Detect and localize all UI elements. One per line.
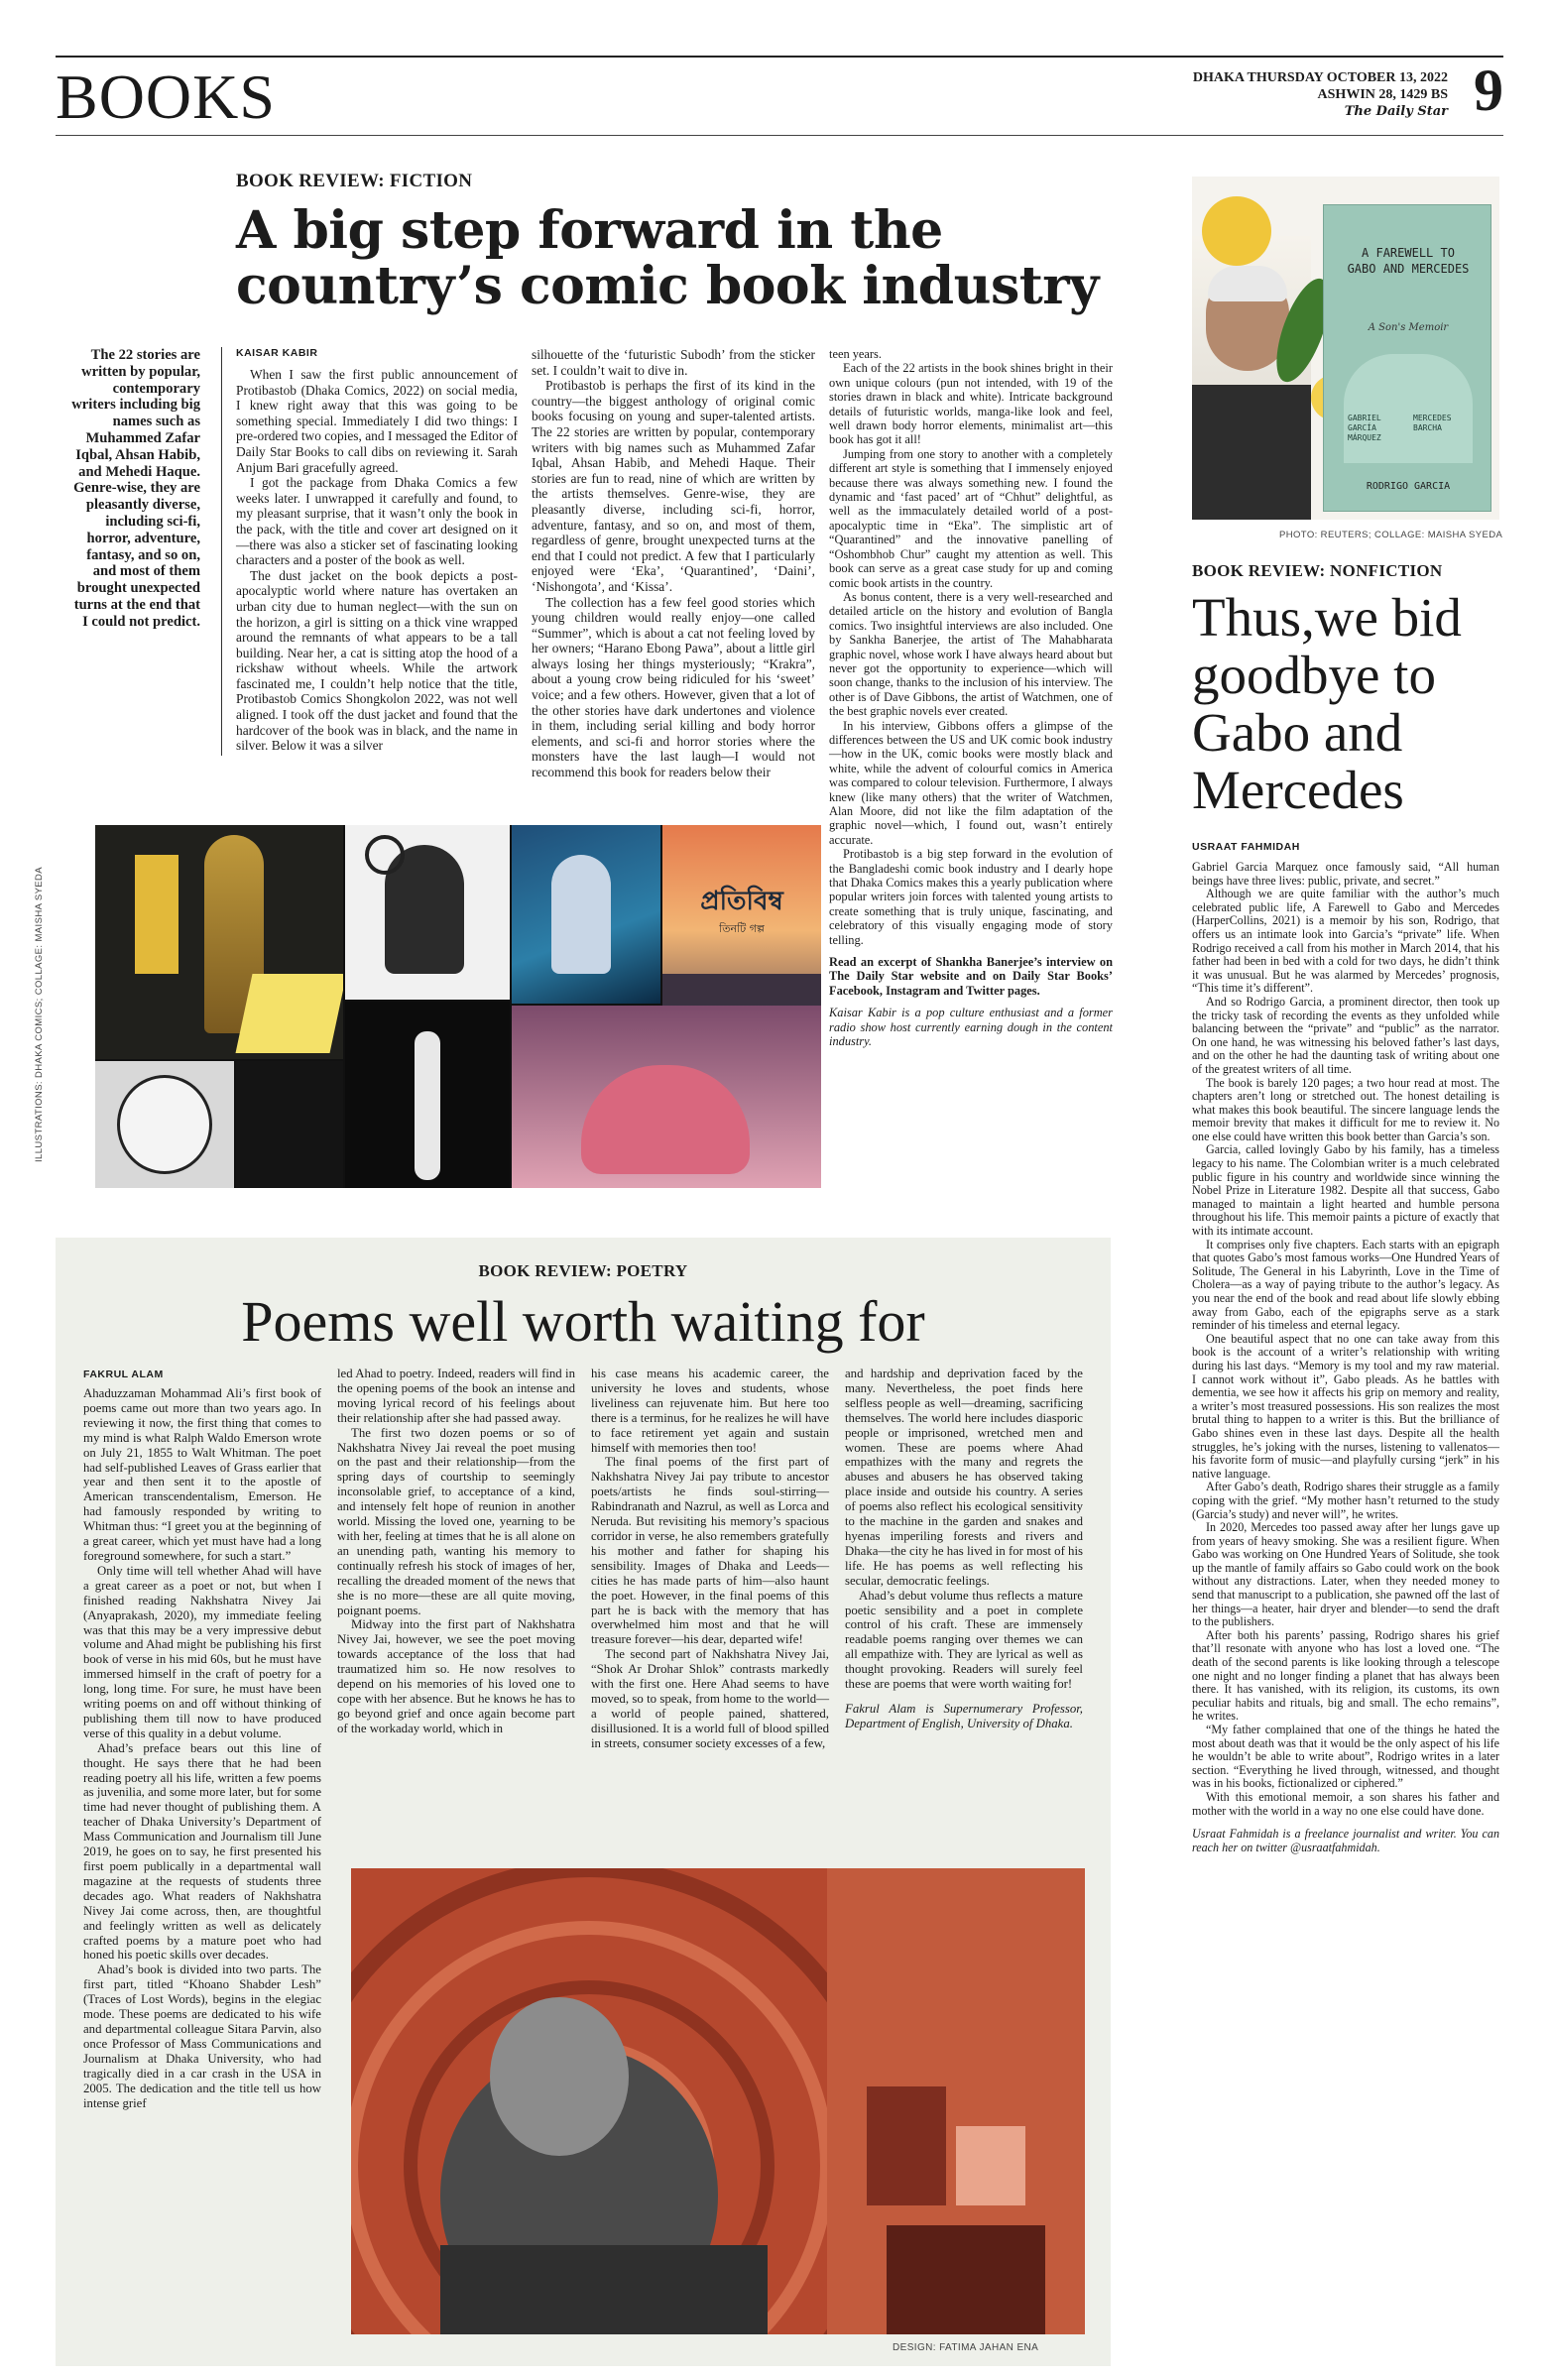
nonfiction-kicker: BOOK REVIEW: NONFICTION: [1192, 561, 1443, 580]
gabo-hair-shape: [1208, 266, 1287, 301]
poetry-column-4: [845, 1367, 1083, 1731]
collage-panel-bw: [345, 825, 510, 1000]
nonfiction-paragraph: “My father complained that one of the things he hated the most about death was that it would be the only aspect of his life he wouldn’t be able to write about”, Rodrigo writes in a later section. “Everything he lived through, witnessed, and thought was in his books, fictionalized or ciphered.”: [1192, 1723, 1499, 1791]
poetry-kicker: BOOK REVIEW: POETRY: [478, 1261, 688, 1280]
fiction-paragraph: I got the package from Dhaka Comics a few weeks later. I unwrapped it carefully and found, to my pleasant surprise, that it wasn’t only the book in the pack, with the title and cover art designed on it—there was also a sticker set of fascinating looking characters and a poster of the book as well.: [236, 475, 518, 568]
poetry-paragraph: Ahad’s preface bears out this line of thought. He says there that he had been reading poetry all his life, written a few poems as juvenilia, and some more later, but for some time had never thought of publishing them. A teacher of Dhaka University’s Department of Mass Communication and Journalism till June 2019, he goes on to say, he first presented his first poem publically in a departmental wall magazine at the requests of students three decades ago. What readers of Nakhshatra Nivey Jai come across, then, are thoughtful and feelingly written as well as delicately crafted poems by a mature poet who had honed his poetic skills over decades.: [83, 1740, 321, 1963]
comic-tower-shape: [135, 855, 179, 974]
nonfiction-headline-line2: goodbye to: [1192, 645, 1436, 705]
poetry-byline: FAKRUL ALAM: [83, 1368, 164, 1380]
poetry-headline: Poems well worth waiting for: [241, 1289, 925, 1354]
poetry-paragraph: Ahad’s debut volume thus reflects a mature poetic sensibility and a poet in complete control of his craft. These are immensely readable poems ranging over themes we can all empathize with. They are lyrical as well as thought provoking. Readers will surely feel these are poems that were worth waiting for!: [845, 1588, 1083, 1692]
poetry-author-bio: Fakrul Alam is Supernumerary Professor, Department of English, University of Dhaka.: [845, 1701, 1083, 1730]
masthead-rule: [56, 135, 1503, 136]
nonfiction-paragraph: Although we are quite familiar with the author’s much celebrated public life, A Farewell to Gabo and Mercedes (HarperCollins, 2021) is a memoir by his son, Rodrigo, that offers us an intimate look into Garcia’s “private” life. When Rodrigo received a call from his mother in March 2014, that his father had been in bed with a cold for two days, he didn’t think it was unusual. But he was alarmed by Mercedes’ prognosis, “This time it’s different”.: [1192, 887, 1499, 996]
poetry-paragraph: and hardship and deprivation faced by the many. Nevertheless, the poet finds here selfless people as well—dreaming, sacrificing themselves. The world here includes diasporic people or imprisoned, wretched men and women. These are poems where Ahad empathizes with the many and regrets the abuses and abusers he has observed taking place inside and outside his country. A series of poems also reflect his ecological sensitivity to the machine in the garden and snakes and hyenas imperiling forests and rivers and Dhaka—the city he has lived in for most of his life. He has poems as well reflecting his secular, democratic feelings.: [845, 1367, 1083, 1588]
nonfiction-headline-line3: Gabo and: [1192, 702, 1403, 763]
collage-panel-dark: [236, 1061, 343, 1188]
fiction-paragraph: silhouette of the ‘futuristic Subodh’ from the sticker set. I couldn’t wait to dive in.: [532, 347, 815, 378]
fiction-paragraph: The dust jacket on the book depicts a post-apocalyptic world where nature has overtaken an urban city due to human neglect—with the sun on the horizon, a girl is sitting on a thick vine wrapped around the remnants of what appears to be a tall building. Near her, a cat is sitting atop the hood of a rickshaw without wheels. While the artwork fascinated me, I couldn’t help notice that the title, Protibastob Comics Shongkolon 2022, was not well aligned. I took off the dust jacket and found that the hardcover of the book was in black, and the name in silver. Below it was a silver: [236, 567, 518, 754]
fiction-note: Read an excerpt of Shankha Banerjee’s interview on The Daily Star website and on Daily Star Books’ Facebook, Instagram and Twitter pages.: [829, 955, 1113, 998]
poetry-paragraph: The final poems of the first part of Nakhshatra Nivey Jai pay tribute to ancestor poets/artists he finds soul-stirring—Rabindranath and Nazrul, as well as Lorca and Neruda. But revisiting his memory’s spacious corridor in verse, he also remembers gratefully his mother and father for shaping his sensibility. Images of Dhaka and Leeds—cities he has made parts of him—also haunt the poet. However, in the final poems of this part he is back with the memory that has overwhelmed him most and that he will treasure forever—his dear, departed wife!: [591, 1455, 829, 1647]
fiction-paragraph: The collection has a few feel good stories which young children would really enjoy—one called “Summer”, which is about a cat not feeling loved by her owners; “Harano Ebong Pawa”, about a little girl always losing her things mysteriously; “Krakra”, about a young crow being ridiculed for his ‘sweet’ voice; and a few others. However, given that a lot of the other stories have dark undertones and violence in them, including serial killing and body horror elements, and sci-fi and horror stories where the monsters have the last laugh—I would not recommend this book for readers below their: [532, 594, 815, 780]
fiction-paragraph: Protibastob is a big step forward in the evolution of the Bangladeshi comic book industry and I dearly hope that Dhaka Comics makes this a yearly publication where popular writers join forces with talented young artists to create something that is truly unique, fascinating, and celebratory of this visually engaging mode of story telling.: [829, 847, 1113, 947]
nonfiction-paragraph: Garcia, called lovingly Gabo by his family, has a timeless legacy to his name. The Colombian writer is a much celebrated public figure in his country and worldwide since winning the Nobel Prize in Literature 1982. Despite all that success, Gabo managed to maintain a light hearted and humble persona throughout his life. This memoir paints a picture of exactly that with its intimate account.: [1192, 1142, 1499, 1239]
nonfiction-paragraph: The book is barely 120 pages; a two hour read at most. The chapters aren’t long or stretched out. The honest detailing is what makes this book beautiful. The sincere language lends the memoir brevity that makes it difficult for me to review it. No one else could have written this book better than Garcia’s son.: [1192, 1075, 1499, 1143]
collage-panel-yellow: [95, 825, 343, 1059]
gabo-collage: [1192, 177, 1499, 520]
collage-panel-blue: [512, 825, 660, 1004]
poetry-paragraph: Midway into the first part of Nakhshatra Nivey Jai, however, we see the poet moving towards acceptance of the loss that had traumatized him so. He now resolves to depend on his memories of his loved one to cope with her absence. But he knows he has to go beyond grief and once again become part of the workaday world, which in: [337, 1617, 575, 1735]
fiction-column-3: [829, 347, 1113, 1049]
dateline: [1193, 69, 1448, 120]
book-cover-title: A FAREWELL TO GABO AND MERCEDES: [1347, 246, 1470, 276]
nonfiction-paragraph: Gabriel Garcia Marquez once famously said, “All human beings have three lives: public, private, and secret.”: [1192, 860, 1499, 888]
pullquote-rule: [221, 347, 222, 756]
cover-name-1: GABRIEL GARCÍA MÁRQUEZ: [1348, 414, 1381, 442]
fiction-column-1: [236, 367, 518, 754]
gabo-photo-credit: PHOTO: REUTERS; COLLAGE: MAISHA SYEDA: [1279, 530, 1503, 540]
comic-tree-shape: [415, 1031, 440, 1180]
nonfiction-paragraph: One beautiful aspect that no one can take away from this book is the account of a writer’s relationship with writing during his last days. “Memory is my tool and my raw material. I cannot work without it”, Gabo pleads. As he battles with dementia, we see how it affects his grip on memory and reality, a writer’s most treasured possessions. His son realizes the most brutal thing to happen to a writer is this. But the brilliance of Gabo shines even in these last days. Despite all the health struggles, he’s joking with the nurses, listening to vallenatos—his favorite form of music—and playfully cursing “jerk” in his native language.: [1192, 1331, 1499, 1481]
section-title: BOOKS: [56, 61, 276, 132]
bangla-date-text: ASHWIN 28, 1429 BS: [1317, 87, 1448, 102]
book-cover: [1323, 204, 1491, 512]
collage-subtitle: তিনটি গল্প: [719, 922, 765, 935]
poet-illustration-art: [351, 1868, 1085, 2334]
book-cover-subtitle: A Son's Memoir: [1368, 322, 1449, 333]
collage-credit: ILLUSTRATIONS: DHAKA COMICS; COLLAGE: MAISHA SYEDA: [34, 866, 45, 1162]
poet-illustration: [351, 1868, 1085, 2334]
poetry-paragraph: Only time will tell whether Ahad will have a great career as a poet or not, but when I finished reading Nakhshatra Nivey Jai (Anyaprakash, 2020), my immediate feeling was that this may be a very impressive debut volume and Ahad might be publishing his first book of verse in his mid 60s, but he must have immersed himself in the craft of poetry for a long, long time. For sure, he must have been writing poems on and off without thinking of publishing them till now to have produced verse of this quality in a debut volume.: [83, 1563, 321, 1740]
fiction-author-bio: Kaisar Kabir is a pop culture enthusiast and a former radio show host currently earning dough in the content industry.: [829, 1006, 1113, 1049]
poetry-paragraph: his case means his academic career, the university he loves and students, whose liveliness can rejuvenate him. But here too there is a terminus, for he realizes he will have to face retirement yet again and sustain himself with memories then too!: [591, 1367, 829, 1455]
poetry-paragraph: The second part of Nakhshatra Nivey Jai, “Shok Ar Drohar Shlok” contrasts markedly with the first one. Here Ahad seems to have moved, so to speak, from home to the world—a world of people pained, shattered, disillusioned. It is a world full of blood spilled in streets, consumer society excesses of a few,: [591, 1647, 829, 1750]
comic-mask-shape: [117, 1075, 212, 1174]
poetry-column-3: [591, 1367, 829, 1751]
nonfiction-author-bio: Usraat Fahmidah is a freelance journalist and writer. You can reach her on twitter @usraatfahmidah.: [1192, 1827, 1499, 1854]
fiction-paragraph: Each of the 22 artists in the book shines bright in their own unique colours (pun not intended, with 19 of the stories drawn in black and white). Intricate background details of futuristic worlds, manga-like look and feel, well drawn body horror elements, minimalist art—this book has got it all!: [829, 361, 1113, 447]
paper-logo: The Daily Star: [1344, 104, 1448, 119]
design-credit: DESIGN: FATIMA JAHAN ENA: [893, 2342, 1039, 2353]
fiction-paragraph: When I saw the first public announcement of Protibastob (Dhaka Comics, 2022) on social media, I knew right away that this was going to be something special. Immediately I did two things: I pre-ordered two copies, and I messaged the Editor of Daily Star Books to call dibs on reviewing it. Sarah Anjum Bari gracefully agreed.: [236, 367, 518, 475]
fiction-pullquote: The 22 stories are written by popular, contemporary writers including big names such as Muhammed Zafar Iqbal, Ahsan Habib, and Mehedi Haque. Genre-wise, they are pleasantly diverse, including sci-fi, horror, adventure, fantasy, and so on, and most of them brought unexpected turns at the end that I could not predict.: [71, 347, 200, 630]
nonfiction-headline-line1: Thus,we bid: [1192, 587, 1462, 648]
fiction-byline: KAISAR KABIR: [236, 347, 318, 359]
nonfiction-paragraph: And so Rodrigo Garcia, a prominent director, then took up the tricky task of recording the events as they unfolded while balancing between the “private” and “public” as the narrator. On one hand, he was witnessing his beloved father’s last days, and on the other he had the daunting task of writing about one of the greatest writers of all time.: [1192, 994, 1499, 1076]
fiction-column-2: [532, 347, 815, 780]
nonfiction-headline: [1192, 589, 1499, 819]
collage-panel-octopus: [512, 1006, 821, 1188]
fiction-paragraph: Jumping from one story to another with a completely different art style is something that I immensely enjoyed because there was always something new. I found the dynamic and ‘fast paced’ art of “Chhut” delightful, as well as the immaculately detailed world of a post-apocalyptic time in “Eka”. The simplistic art of “Quarantined” and the innovative panelling of “Oshombhob Chur” caught my attention as well. This book can serve as a great case study for up and coming comic book artists in the country.: [829, 446, 1113, 590]
gabo-jacket-shape: [1192, 385, 1311, 520]
book-cover-silhouette: [1344, 354, 1473, 463]
comic-hero-shape: [551, 855, 611, 974]
fiction-paragraph: teen years.: [829, 347, 882, 361]
cover-name-2: MERCEDES BARCHA: [1413, 414, 1452, 432]
nonfiction-paragraph: In 2020, Mercedes too passed away after her lungs gave up from years of heavy smoking. She was a resilient figure. When Gabo was working on One Hundred Years of Solitude, she took up the mantle of family affairs so Gabo could work on the book without any distractions. Later, when they needed money to send that manuscript to a publication, she pawned off the last of her things—a heater, hair dryer and blender—to send the draft to the publishers.: [1192, 1520, 1499, 1629]
top-rule: [56, 56, 1503, 58]
page-number: 9: [1474, 58, 1503, 123]
comic-sun-shape: [365, 835, 405, 875]
poetry-paragraph: led Ahad to poetry. Indeed, readers will find in the opening poems of the book an intense and moving lyrical record of his feelings about their relationship after she had passed away.: [337, 1367, 575, 1425]
poetry-paragraph: Ahaduzzaman Mohammad Ali’s first book of poems came out more than two years ago. In reviewing it now, the first thing that comes to my mind is what Ralph Waldo Emerson wrote on July 21, 1855 to Walt Whitman. The poet had self-published Leaves of Grass earlier that year and then sent it to the apostle of American transcendentalism, Emerson. He had famously responded by writing to Whitman thus: “I greet you at the beginning of a great career, which yet must have had a long foreground somewhere, for such a start.”: [83, 1386, 321, 1563]
poetry-column-2: [337, 1367, 575, 1736]
poetry-paragraph: The first two dozen poems or so of Nakhshatra Nivey Jai reveal the poet musing on the past and their relationship—from the spring days of courtship to seemingly inconsolable grief, to acceptance of a kind, and intensely felt hope of reunion in another world. Missing the loved one, yearning to be with her, feeling at times that he is all alone on an unending path, wanting his memory to continually refresh his stock of images of her, recalling the dreaded moment of the news that she is no more—these are all quite moving, poignant poems.: [337, 1425, 575, 1617]
date-text: DHAKA THURSDAY OCTOBER 13, 2022: [1192, 70, 1448, 85]
collage-panel-cat: [95, 1061, 234, 1188]
fiction-paragraph: As bonus content, there is a very well-researched and detailed article on the history and evolution of Bangla comics. Two insightful interviews are also included. One by Sankha Banerjee, the artist of The Mahabharata graphic novel, whose work I have always heard about but never got the opportunity to experience—which will soon change, thanks to the inclusion of his interview. The other is of Dave Gibbons, the artist of Watchmen, one of the best graphic novels ever created.: [829, 589, 1113, 719]
fiction-headline: [236, 200, 1129, 316]
nonfiction-byline: USRAAT FAHMIDAH: [1192, 841, 1300, 853]
fiction-headline-line2: country’s comic book industry: [236, 256, 1099, 316]
book-cover-author: RODRIGO GARCIA: [1366, 481, 1451, 492]
masthead: [56, 56, 1503, 137]
nonfiction-column: [1192, 861, 1499, 1854]
nonfiction-paragraph: After both his parents’ passing, Rodrigo shares his grief that’ll resonate with anyone who has lost a loved one. “The death of the second parents is like looking through a telescope one night and no longer finding a planet that has always been there. It has vanished, with its religion, its customs, its own peculiar habits and rituals, big and small. The echo remains”, he writes.: [1192, 1627, 1499, 1724]
collage-panel-tree: [345, 1002, 510, 1188]
comics-collage: [95, 825, 821, 1188]
fiction-paragraph: Protibastob is perhaps the first of its kind in the country—the biggest anthology of original comic books focusing on young and super-talented artists. The 22 stories are written by popular, contemporary writers with big names such as Muhammed Zafar Iqbal, Ahsan Habib, and Mehedi Haque. Their stories are fun to read, nine of which are written by the artists themselves. Genre-wise, they are pleasantly diverse, including sci-fi, horror, adventure, fantasy, and so on, and most of them, regardless of genre, brought unexpected turns at the end that I could not predict. A few that I particularly enjoyed were ‘Eka’, ‘Quarantined’, ‘Daini’, ‘Nishongota’, and ‘Kissa’.: [532, 378, 815, 594]
poetry-paragraph: Ahad’s book is divided into two parts. The first part, titled “Khoano Shabder Lesh” (Traces of Lost Words), begins in the elegiac mode. These poems are dedicated to his wife and departmental colleague Sitara Parvin, also once Professor of Mass Communications and Journalism at Dhaka University, who had tragically died in a car crash in the USA in 2005. The dedication and the title tell us how intense grief: [83, 1963, 321, 2110]
nonfiction-paragraph: After Gabo’s death, Rodrigo shares their struggle as a family coping with the grief. “My mother hasn’t returned to the study (Garcia’s study) and never will”, he writes.: [1192, 1480, 1499, 1521]
poetry-column-1: [83, 1386, 321, 2110]
comic-window-shape: [235, 974, 343, 1053]
flower-decoration: [1202, 196, 1271, 266]
nonfiction-paragraph: With this emotional memoir, a son shares his father and mother with the world in a way no one else could have done.: [1192, 1789, 1499, 1818]
nonfiction-headline-line4: Mercedes: [1192, 760, 1404, 820]
fiction-paragraph: In his interview, Gibbons offers a glimpse of the differences between the US and UK comic book industry—how in the UK, comic books were mostly black and white, while the advent of colourful comics in America was compared to colour television. Furthermore, I always knew (like many others) that the writer of Watchmen, Alan Moore, did not like the film adaptation of the graphic novel—which, I found out, wasn’t entirely accurate.: [829, 718, 1113, 847]
fiction-kicker: BOOK REVIEW: FICTION: [236, 171, 473, 191]
fiction-headline-line1: A big step forward in the: [236, 200, 943, 261]
nonfiction-paragraph: It comprises only five chapters. Each starts with an epigraph that quotes Gabo’s most famous works—One Hundred Years of Solitude, The General in his Labyrinth, Love in the Time of Cholera—as a way of paying tribute to the author’s legacy. As you near the end of the book and read about life slowly ebbing away from Gabo, each of the epigraphs serve as a stark reminder of his timeless and eternal legacy.: [1192, 1237, 1499, 1333]
collage-bangla-title: প্রতিবিম্ব: [700, 887, 783, 916]
comic-octopus-shape: [581, 1065, 750, 1174]
